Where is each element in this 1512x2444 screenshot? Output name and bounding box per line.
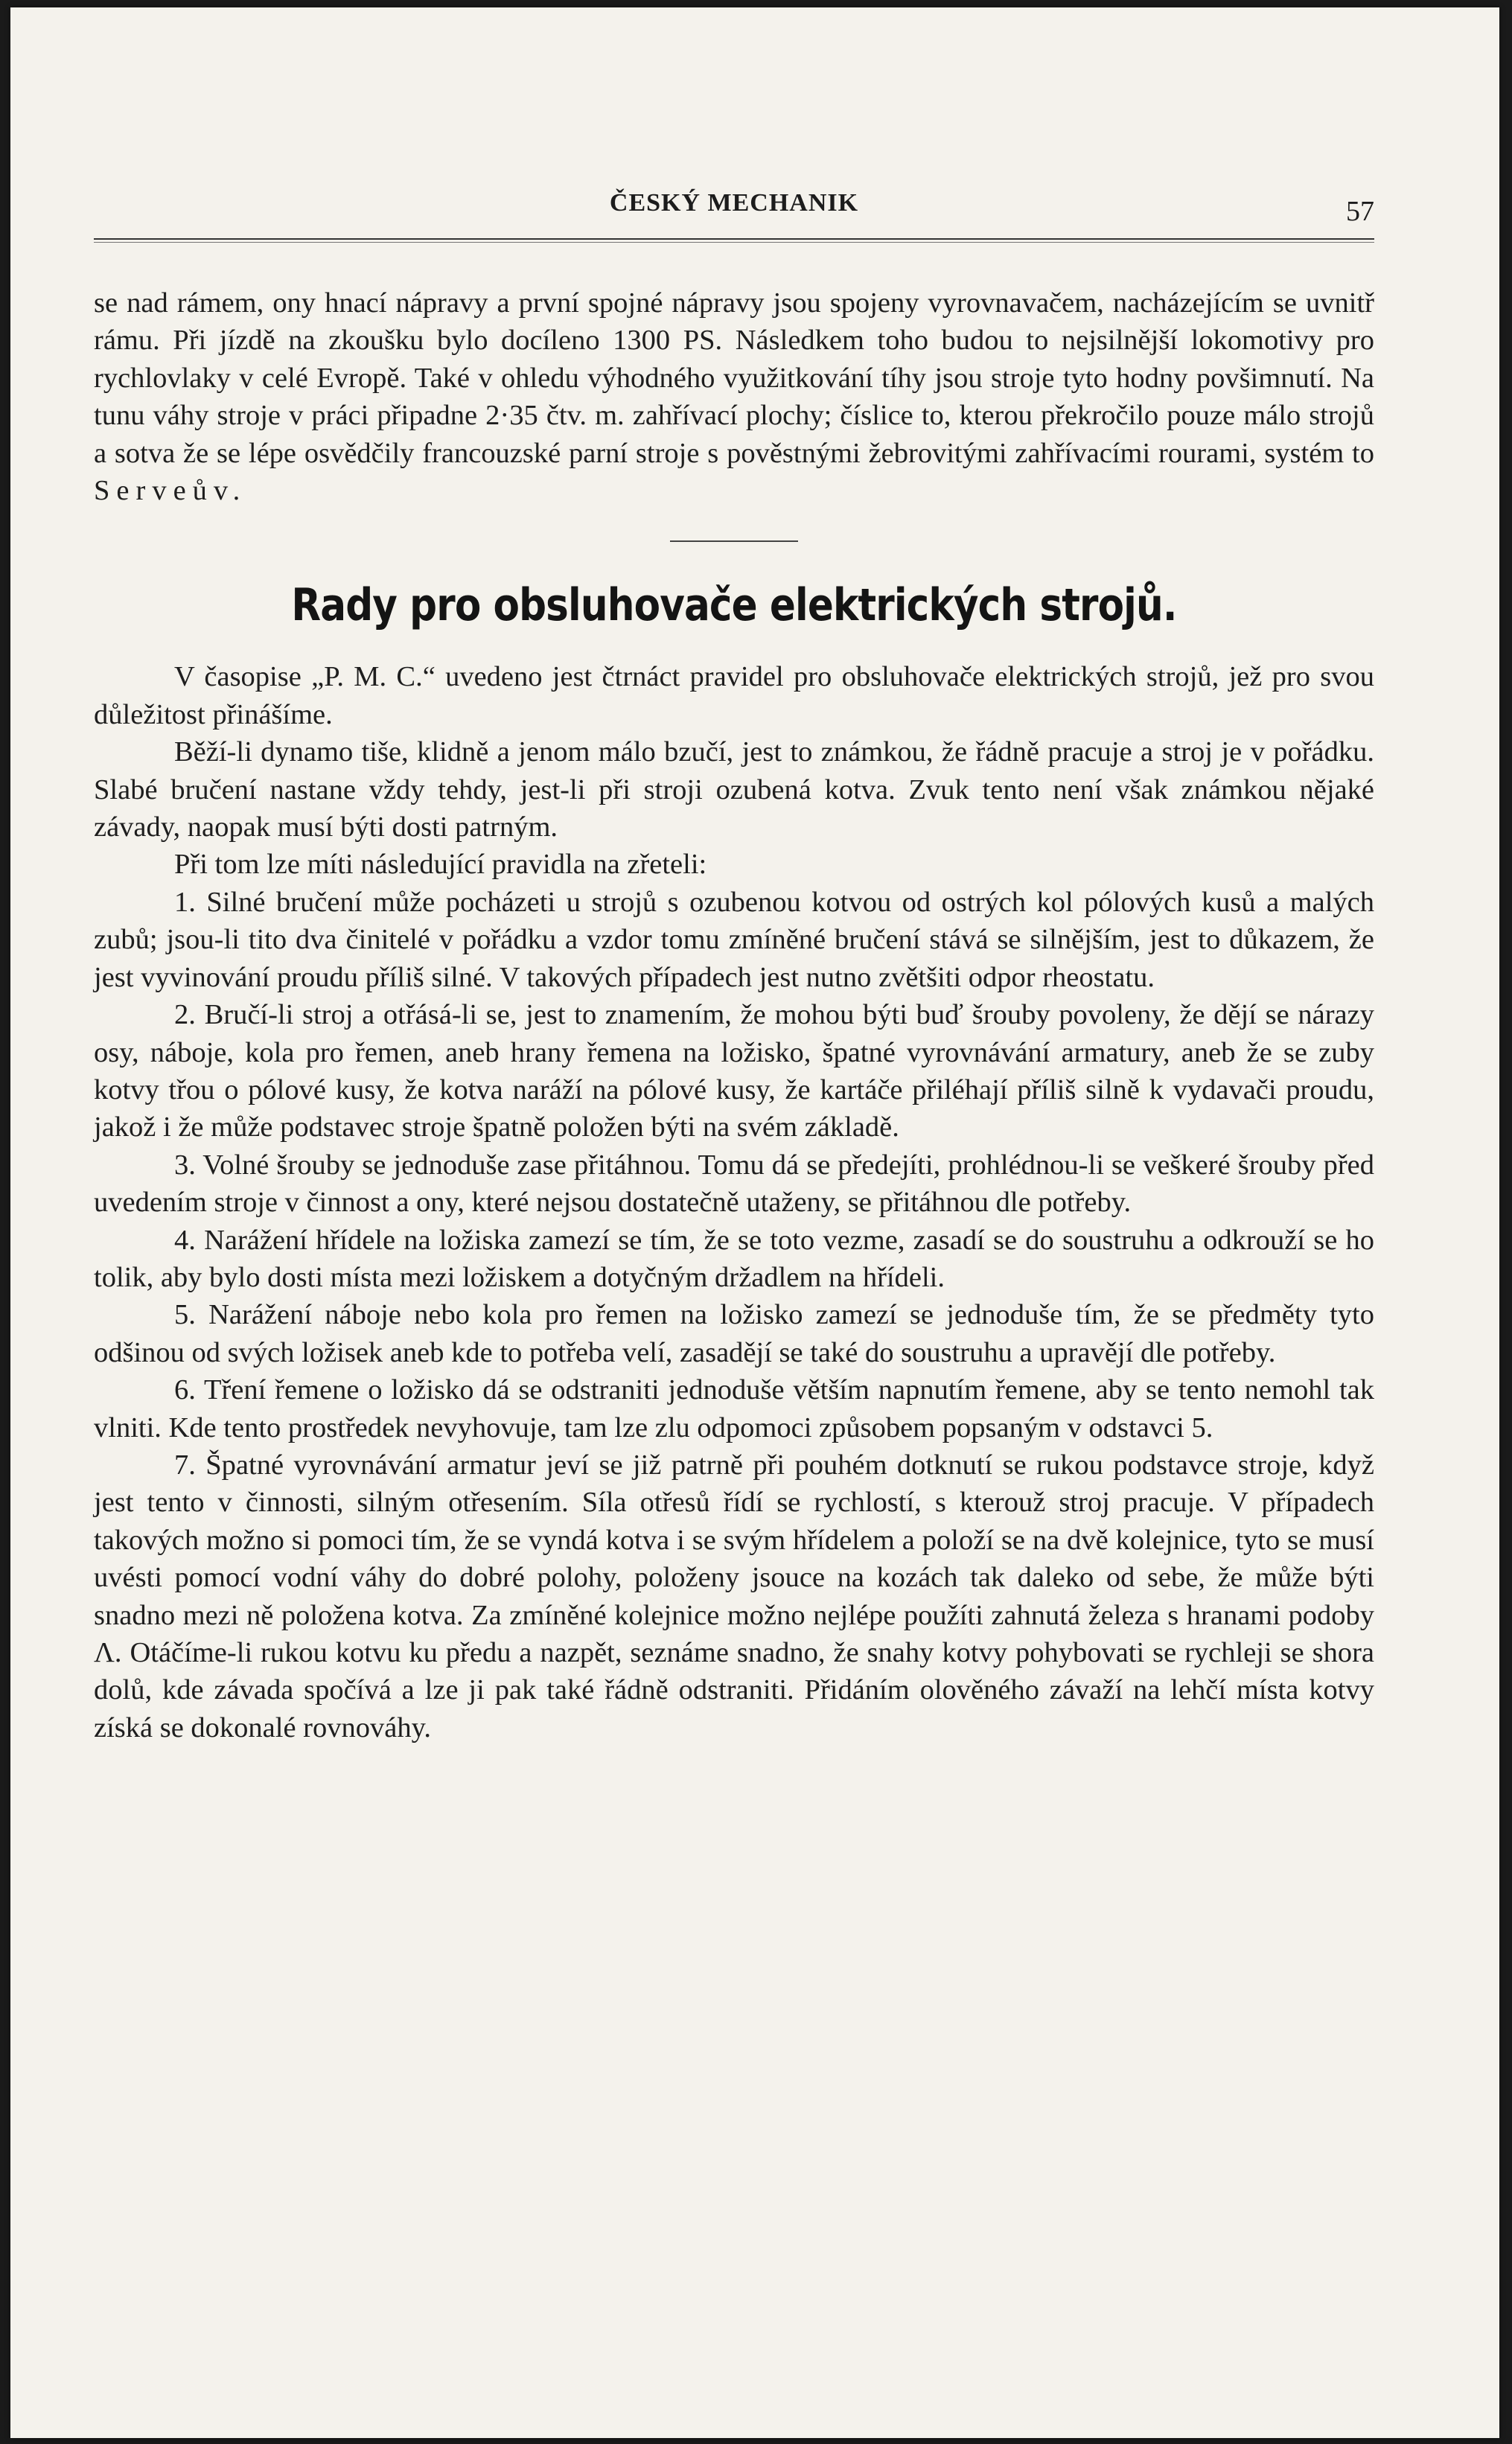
intro-paragraph: [94, 284, 1374, 509]
rule-item-2: 2. Bručí-li stroj a otřásá-li se, jest to znamením, že mohou býti buď šrouby povoleny, že dějí se nárazy osy, náboje, kola pro řemen, aneb hrany řemena na ložisko, špatné vyrovnávání armatury, aneb že se zuby kotvy třou o pólové kusy, že kotva naráží na pólové kusy, že kartáče přiléhají příliš silně k vydavači proudu, jakož i že může podstavec stroje špatně položen býti na svém základě.: [94, 999, 1374, 1143]
header-rule: [94, 238, 1374, 243]
rule-item-3: 3. Volné šrouby se jednoduše zase přitáhnou. Tomu dá se předejíti, prohlédnou-li se veškeré šrouby před uvedením stroje v činnost a ony, které nejsou dostatečně utaženy, se přitáhnou dle potřeby.: [94, 1149, 1374, 1219]
page-body: [94, 284, 1374, 1746]
rule-item-5: 5. Narážení náboje nebo kola pro řemen na ložisko zamezí se jednoduše tím, že se předměty tyto odšinou od svých ložisek aneb kde to potřeba velí, zasadějí se také do soustruhu a upravějí dle potřeby.: [94, 1299, 1374, 1368]
running-title: ČESKÝ MECHANIK: [609, 189, 859, 217]
page-number: 57: [1346, 196, 1374, 227]
rule-item-4: 4. Narážení hřídele na ložiska zamezí se tím, že se toto vezme, zasadí se do soustruhu a odkrouží se ho tolik, aby bylo dosti místa mezi ložiskem a dotyčným držadlem na hřídeli.: [94, 1224, 1374, 1293]
paragraph: Při tom lze míti následující pravidla na zřeteli:: [174, 849, 707, 881]
paragraph: V časopise „P. M. C.“ uvedeno jest čtrnáct pravidel pro obsluhovače elektrických strojů, jež pro svou důležitost přinášíme.: [94, 661, 1374, 730]
intro-text: se nad rámem, ony hnací nápravy a první spojné nápravy jsou spojeny vyrovnavačem, nacházejícím se uvnitř rámu. Při jízdě na zkoušku bylo docíleno 1300 PS. Následkem toho budou to nejsilnější lokomotivy pro rychlovlaky v celé Evropě. Také v ohledu výhodného využitkování tíhy jsou stroje tyto hodny povšimnutí. Na tunu váhy stroje v práci připadne 2·35 čtv. m. zahřívací plochy; číslice to, kterou překročilo pouze málo strojů a sotva že se lépe osvědčily francouzské parní stroje s pověstnými žebrovitými zahřívacími rourami, systém to: [94, 287, 1374, 469]
rule-item-1: 1. Silné bručení může pocházeti u strojů s ozubenou kotvou od ostrých kol pólových kusů a malých zubů; jsou-li tito dva činitelé v pořádku a vzdor tomu zmíněné bručení stává se silnějším, jest to důkazem, že jest vyvinování proudu příliš silné. V takových případech jest nutno zvětšiti odpor rheostatu.: [94, 886, 1374, 993]
rule-item-6: 6. Tření řemene o ložisko dá se odstraniti jednoduše větším napnutím řemene, aby se tento nemohl tak vlniti. Kde tento prostředek nevyhovuje, tam lze zlu odpomoci způsobem popsaným v odstavci 5.: [94, 1374, 1374, 1443]
document-page: [10, 7, 1499, 2438]
section-separator: [670, 540, 798, 542]
paragraph: Běží-li dynamo tiše, klidně a jenom málo bzučí, jest to známkou, že řádně pracuje a stroj je v pořádku. Slabé bručení nastane vždy tehdy, jest-li při stroji ozubená kotva. Zvuk tento není však známkou nějaké závady, naopak musí býti dosti patrným.: [94, 736, 1374, 843]
page-header: [94, 185, 1374, 229]
intro-text-end: Serveův.: [94, 475, 247, 507]
rule-item-7: 7. Špatné vyrovnávání armatur jeví se již patrně při pouhém dotknutí se rukou podstavce stroje, když jest tento v činnosti, silným otřesením. Síla otřesů řídí se rychlostí, s kterouž stroj pracuje. V případech takových možno si pomoci tím, že se vyndá kotva i se svým hřídelem a položí se na dvě kolejnice, tyto se musí uvésti pomocí vodní váhy do dobré polohy, položeny jsouce na kozách tak daleko od sebe, že může býti snadno mezi ně položena kotva. Za zmíněné kolejnice možno nejlépe použíti zahnutá železa s hranami podoby Λ. Otáčíme-li rukou kotvu ku předu a nazpět, seznáme snadno, že snahy kotvy pohybovati se rychleji se shora dolů, kde závada spočívá a lze ji pak také řádně odstraniti. Přidáním olověného závaží na lehčí místa kotvy získá se dokonalé rovnováhy.: [94, 1449, 1374, 1743]
article-title: Rady pro obsluhovače elektrických strojů.: [291, 579, 1177, 632]
